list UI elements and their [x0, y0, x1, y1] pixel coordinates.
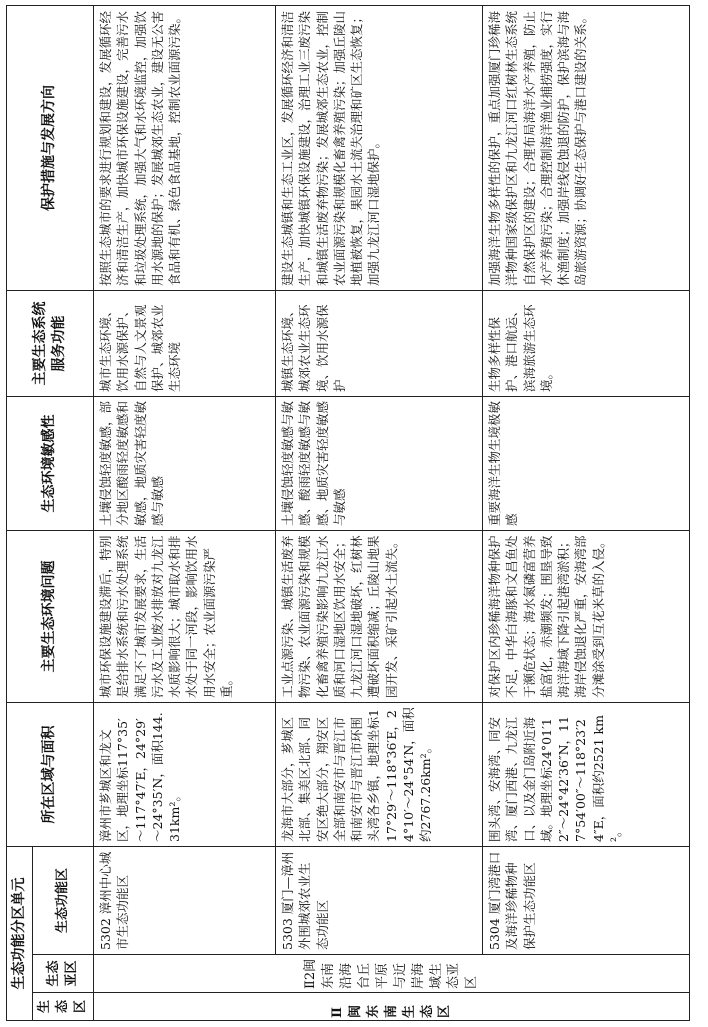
header-row-1 — [7, 5, 33, 1020]
measures-cell: 按照生态城市的要求进行规划和建设，发展循环经济和清洁生产，加快城市环保设施建设，完善污水和垃圾处理系统，加强大气和水环境监控，加强饮用水源地的保护；发展城郊生态农业，建设无公害食品和有机、绿色食品基地，控制农业面源污染。 — [94, 5, 276, 290]
unit-cell: 5302 漳州中心城市生态功能区 — [94, 846, 276, 954]
sensitivity-cell: 土壤侵蚀轻度敏感，部分地区酸雨轻度敏感和敏感，地质灾害轻度敏感与敏感 — [94, 396, 276, 530]
sensitivity-cell: 重要海洋生物生境极敏感 — [483, 396, 690, 530]
header-subzone: 生态亚区 — [33, 955, 94, 993]
region-cell: 漳州市芗城区和龙文区，地理坐标117°35′～117°47′E，24°29′～24°35′N，面积144.31km²。 — [94, 702, 276, 846]
header-services: 主要生态系统服务功能 — [7, 290, 94, 396]
table-row — [483, 5, 690, 1020]
region-cell: 龙海市大部分，芗城区北部、集美区北部、同安区绝大部分，翔安区全部和南安市与晋江市和南安市与晋江市环围头湾各乡镇，地理坐标117°29′～118°36′E，24°10′～24°54′N，面积约2767.26km²。 — [276, 702, 483, 846]
region-cell: 围头湾、安海湾、同安湾、厦门西港、九龙江口、以及金门岛附近海域。地理坐标24°01′12″～24°42′36″N，117°54′00″～118°23′24″E，面积约2521 km²。 — [483, 702, 690, 846]
zone-cell: Ⅱ闽东南生态区 — [94, 993, 690, 1021]
problems-cell: 对保护区内珍稀海洋物种保护不足，中华白海豚和文昌鱼处于濒危状态；海水氮磷富营养盐富化，赤潮频发；围垦导致海洋海域下降引起港湾淤积；海岸侵蚀退化严重，安海湾部分滩涂受到互花米草的入侵。 — [483, 530, 690, 702]
services-cell: 生物多样性保护、港口航运、滨海旅游生态环境。 — [483, 290, 690, 396]
header-sensitivity: 生态环境敏感性 — [7, 396, 94, 530]
services-cell: 城市生态环境、饮用水源保护、自然与人文景观保护、城郊农业生态环境 — [94, 290, 276, 396]
problems-cell: 城市环保设施建设滞后，特别是给排水系统和污水处理系统满足不了城市发展要求，生活污水及工业废水排放对九龙江水质影响很大；城市取水和排水处于同一河段，影响饮用水用水安全；农业面源污染严重。 — [94, 530, 276, 702]
problems-cell: 工业点源污染、城镇生活废弃物污染、农业面源污染和规模化畜禽养殖污染影响九龙江水质和河口湿地区饮用水安全；九龙江河口湿地破坏，红树林遭破坏面积缩减；丘陵山地果园开发、采矿引起水土流失。 — [276, 530, 483, 702]
sensitivity-cell: 土壤侵蚀轻度敏感与敏感、酸雨轻度敏感与敏感、地质灾害轻度敏感与敏感 — [276, 396, 483, 530]
header-group: 生态功能分区单元 — [7, 846, 33, 1020]
table-row — [276, 5, 483, 1020]
measures-cell: 建设生态城镇和生态工业区，发展循环经济和清洁生产，加快城镇环保设施建设，治理工业三废污染和城镇生活废弃物污染；发展城郊生态农业，控制农业面源污染和规模化畜禽养殖污染；加强丘陵山地植被恢复，果园水土流失治理和矿区生态恢复；加强九龙江河口湿地保护。 — [276, 5, 483, 290]
header-measures: 保护措施与发展方向 — [7, 5, 94, 290]
header-zone: 生态区 — [33, 993, 94, 1021]
services-cell: 城镇生态环境、城郊农业生态环境、饮用水源保护 — [276, 290, 483, 396]
measures-cell: 加强海洋生物多样性的保护，重点加强厦门珍稀海洋物种国家级保护区和九龙江河口红树林生态系统自然保护区的建设；合理布局海洋水产养殖，防止水产养殖污染；合理控制海洋渔业捕捞强度，实行休渔制度；加强岸线侵蚀退的防护，保护滨海与海岛旅游资源；协调好生态保护与港口建设的关系。 — [483, 5, 690, 290]
eco-function-table — [6, 5, 690, 1021]
table-row — [94, 5, 276, 1020]
header-region: 所在区域与面积 — [7, 702, 94, 846]
unit-cell: 5303 厦门—漳州外围城郊农业生态功能区 — [276, 846, 483, 954]
unit-cell: 5304 厦门湾港口及海洋珍稀物种保护生态功能区 — [483, 846, 690, 954]
header-problems: 主要生态环境问题 — [7, 530, 94, 702]
subzone-cell: Ⅱ2闽东南沿海台丘平原与近岸海域生态亚区 — [94, 955, 690, 993]
header-unit: 生态功能区 — [33, 846, 94, 954]
